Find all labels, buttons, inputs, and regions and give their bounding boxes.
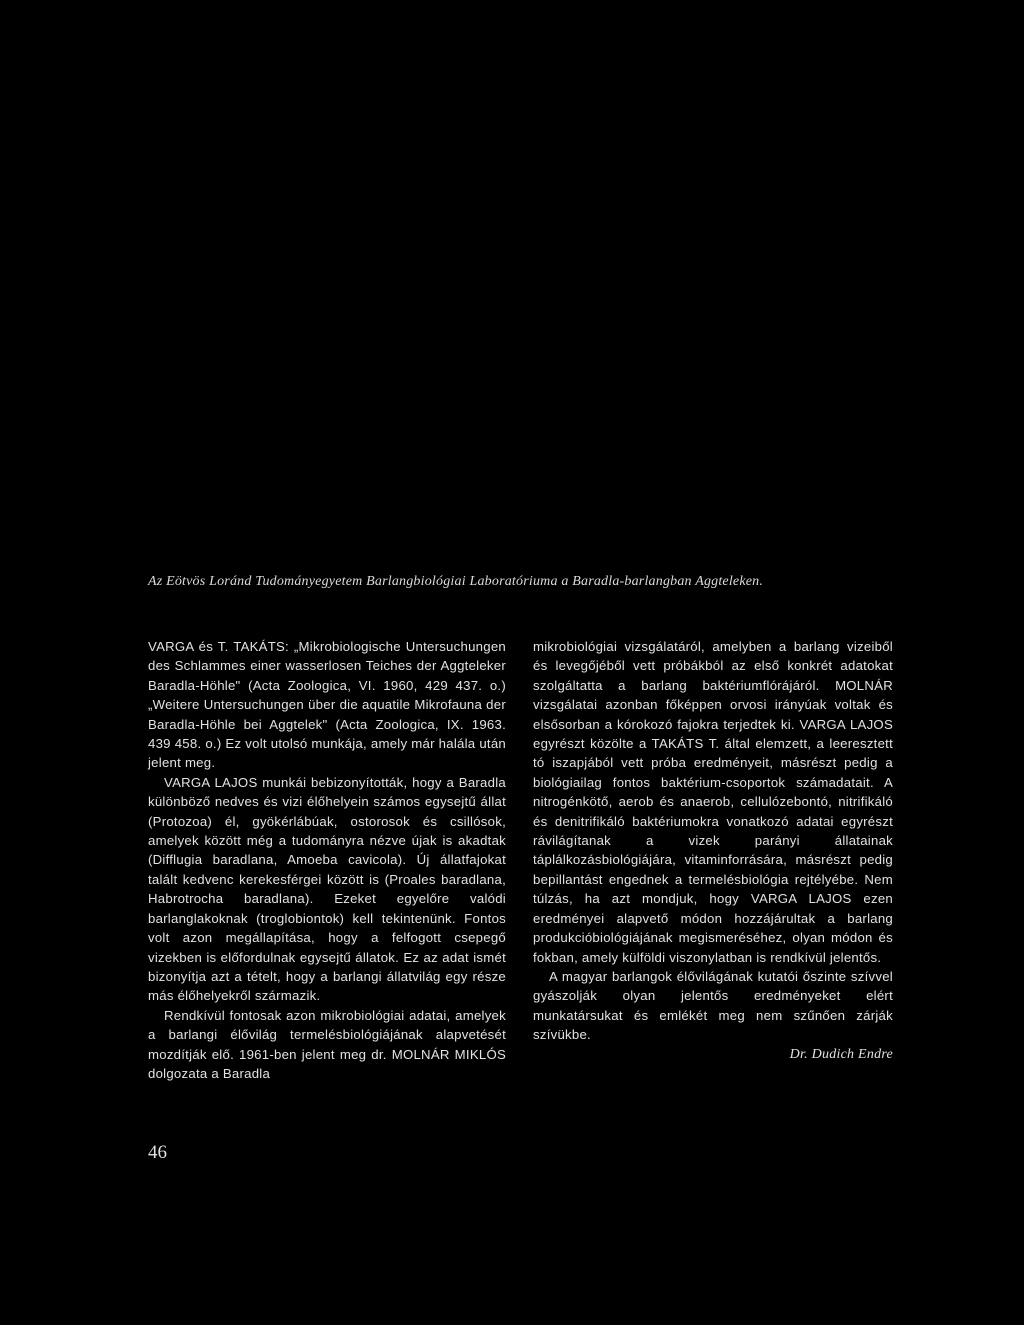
left-paragraph-3: Rendkívül fontosak azon mikrobiológiai adatai, amelyek a barlangi élővilág termelésbiológiájának alapvetését mozdítják elő. 1961-ben jelent meg dr. MOLNÁR MIKLÓS dolgozata a Baradla xyxy=(148,1007,506,1081)
left-text-column xyxy=(148,637,506,1083)
page-number: 46 xyxy=(148,1142,167,1163)
author-signature: Dr. Dudich Endre xyxy=(789,1046,893,1062)
right-text-column xyxy=(533,637,893,1064)
photograph-area xyxy=(0,0,1024,560)
left-paragraph-1: VARGA és T. TAKÁTS: „Mikrobiologische Untersuchungen des Schlammes einer wasserlosen Teiches der Aggteleker Baradla-Höhle" (Acta Zoologica, VI. 1960, 429 437. o.) „Weitere Untersuchungen über die aquatile Mikrofauna der Baradla-Höhle bei Aggtelek" (Acta Zoologica, IX. 1963. 439 458. o.) Ez volt utolsó munkája, amely már halála után jelent meg. xyxy=(148,639,506,771)
right-paragraph-2: A magyar barlangok élővilágának kutatói őszinte szívvel gyászolják olyan jelentős eredményeket elért munkatársukat és emlékét meg nem szűnően zárják szívükbe. xyxy=(533,968,893,1043)
photo-caption: Az Eötvös Loránd Tudományegyetem Barlangbiológiai Laboratóriuma a Baradla-barlangban Aggteleken. xyxy=(148,574,764,589)
right-paragraph-1: mikrobiológiai vizsgálatáról, amelyben a barlang vizeiből és levegőjéből vett próbákból az első konkrét adatokat szolgáltatta a barlang baktériumflórájáról. MOLNÁR vizsgálatai azonban főképpen orvosi irányúak voltak és elsősorban a kórokozó fajokra terjedtek ki. VARGA LAJOS egyrészt közölte a TAKÁTS T. által elemzett, a leeresztett tó iszapjából vett próba eredményeit, másrészt pedig a biológiailag fontos baktérium-csoportok számadatait. A nitrogénkötő, aerob és anaerob, cellulózebontó, nitrifikáló és denitrifikáló baktériumokra vonatkozó adatai egyrészt rávilágítanak a vizek parányi állatainak táplálkozásbiológiájára, vitaminforrására, másrészt pedig bepillantást engednek a termelésbiológia rejtélyébe. Nem túlzás, ha azt mondjuk, hogy VARGA LAJOS ezen eredményei alapvető módon hozzájárultak a barlang produkcióbiológiájának megismeréséhez, olyan módon és fokban, amely külföldi viszonylatban is rendkívül jelentős. xyxy=(533,639,893,965)
left-paragraph-2: VARGA LAJOS munkái bebizonyították, hogy a Baradla különböző nedves és vizi élőhelyein számos egysejtű állat (Protozoa) él, gyökérlábúak, ostorosok és csillósok, amelyek között még a tudományra nézve újak is akadtak (Difflugia baradlana, Amoeba cavicola). Új állatfajokat talált kedvenc kerekesférgei között is (Proales baradlana, Habrotrocha baradlana). Ezeket egyelőre valódi barlanglakoknak (troglobiontok) kell tekintenünk. Fontos volt azon megállapítása, hogy a felfogott csepegő vizekben is előfordulnak egysejtű állatok. Ez az adat ismét bizonyítja azt a tételt, hogy a barlangi állatvilág egy része más élőhelyekről származik. xyxy=(148,774,506,1004)
